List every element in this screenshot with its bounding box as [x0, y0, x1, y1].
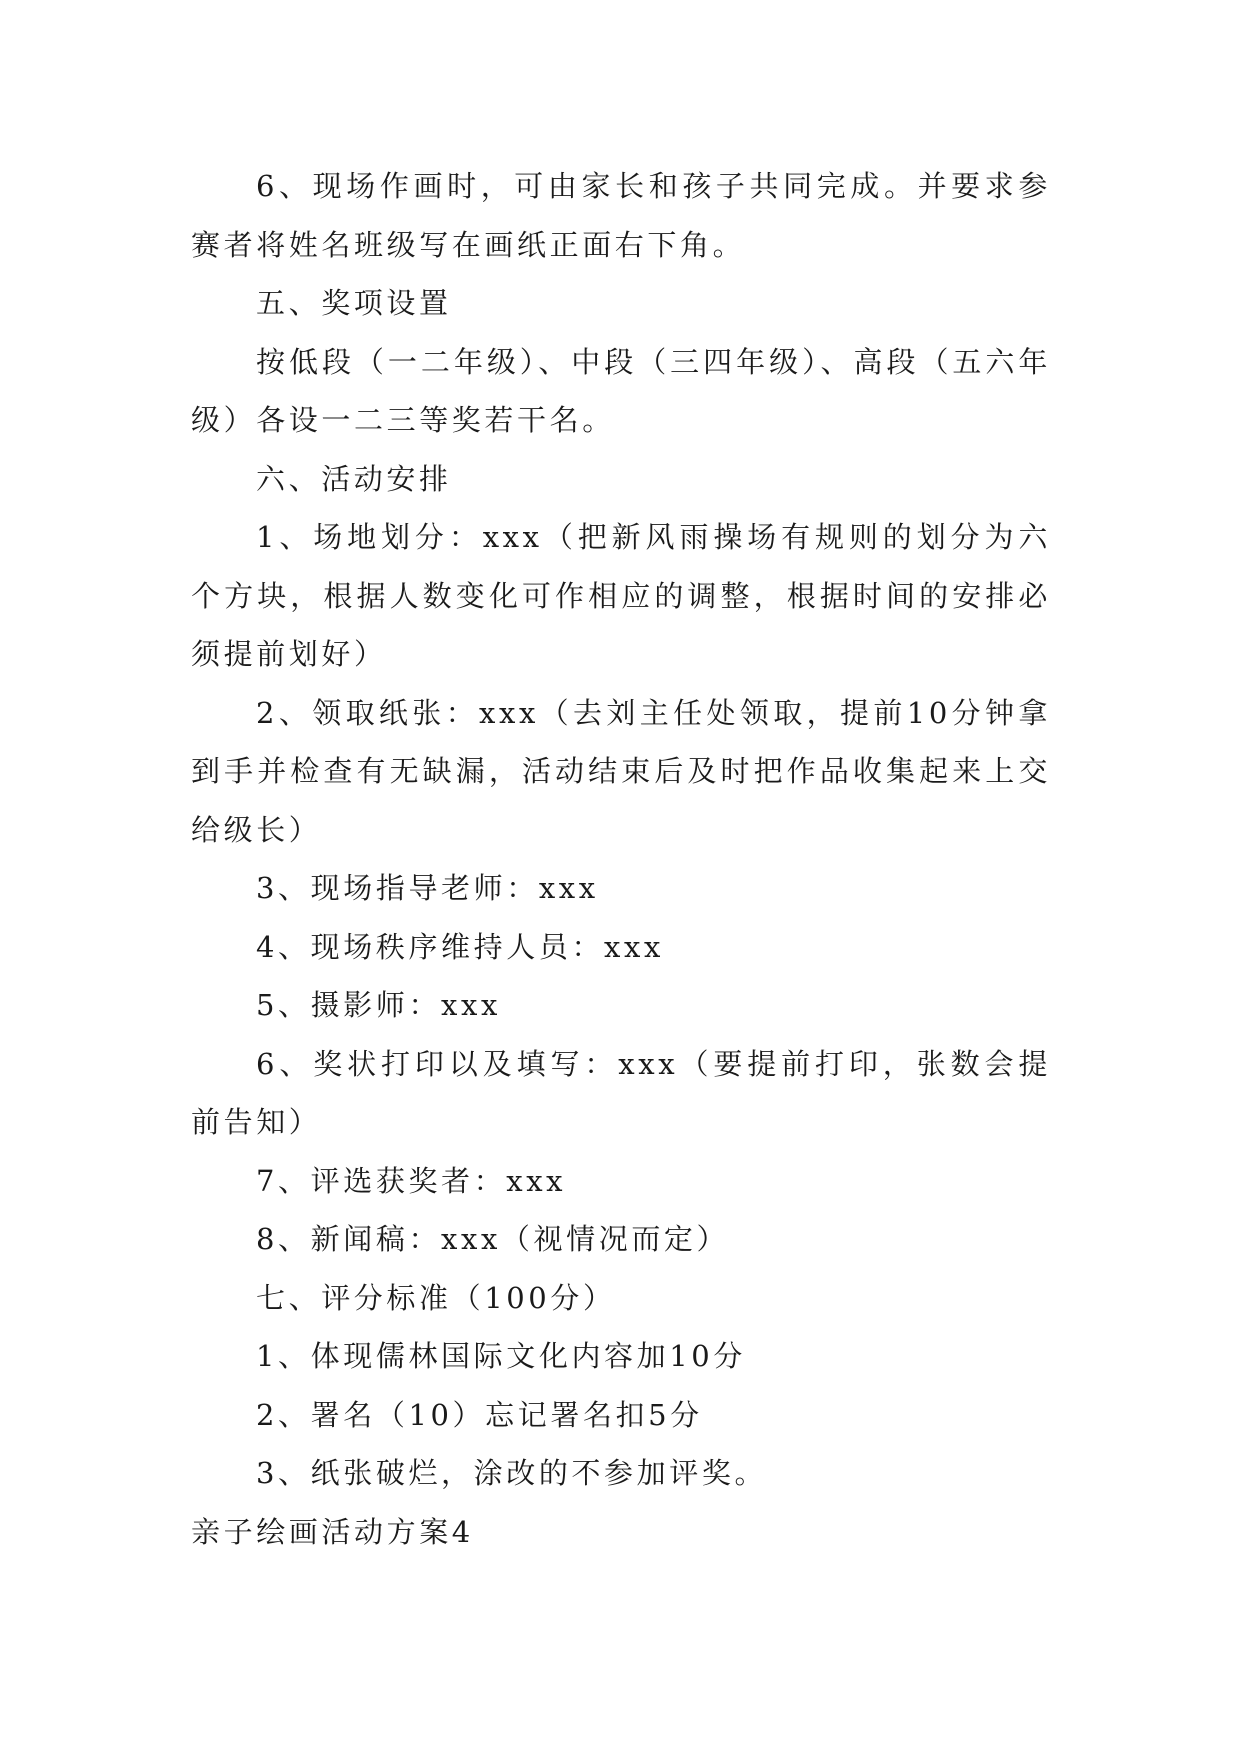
paragraph-judge-winners: 7、评选获奖者：xxx: [256, 1163, 567, 1198]
section-heading-scoring-criteria: 七、评分标准（100分）: [256, 1280, 616, 1315]
paragraph-photographer: 5、摄影师：xxx: [256, 988, 501, 1022]
document-title-next-plan: 亲子绘画活动方案4: [191, 1514, 474, 1549]
paragraph-news-release: 8、新闻稿：xxx（视情况而定）: [256, 1222, 730, 1256]
paragraph-item-6-painting-rule: 6、现场作画时，可由家长和孩子共同完成。并要求参赛者将姓名班级写在画纸正面右下角。: [191, 169, 1051, 262]
section-heading-awards: 五、奖项设置: [256, 286, 452, 320]
paragraph-awards-description: 按低段（一二年级）、中段（三四年级）、高段（五六年级）各设一二三等奖若干名。: [191, 344, 1051, 437]
section-heading-activity-arrangement: 六、活动安排: [256, 461, 452, 496]
paragraph-venue-division: 1、场地划分：xxx（把新风雨操场有规则的划分为六个方块，根据人数变化可作相应的调整，根据时间的安排必须提前划好）: [191, 520, 1051, 671]
paragraph-certificate-printing: 6、奖状打印以及填写：xxx（要提前打印，张数会提前告知）: [191, 1046, 1051, 1139]
paragraph-scoring-signature: 2、署名（10）忘记署名扣5分: [256, 1397, 703, 1432]
paragraph-order-staff: 4、现场秩序维持人员：xxx: [256, 929, 664, 964]
paragraph-collect-paper: 2、领取纸张：xxx（去刘主任处领取，提前10分钟拿到手并检查有无缺漏，活动结束后及时把作品收集起来上交给级长）: [191, 695, 1051, 847]
paragraph-scoring-culture: 1、体现儒林国际文化内容加10分: [256, 1339, 746, 1373]
document-body: [191, 157, 1051, 1561]
paragraph-scoring-damage: 3、纸张破烂，涂改的不参加评奖。: [256, 1456, 768, 1490]
paragraph-onsite-instructor: 3、现场指导老师：xxx: [256, 871, 599, 905]
